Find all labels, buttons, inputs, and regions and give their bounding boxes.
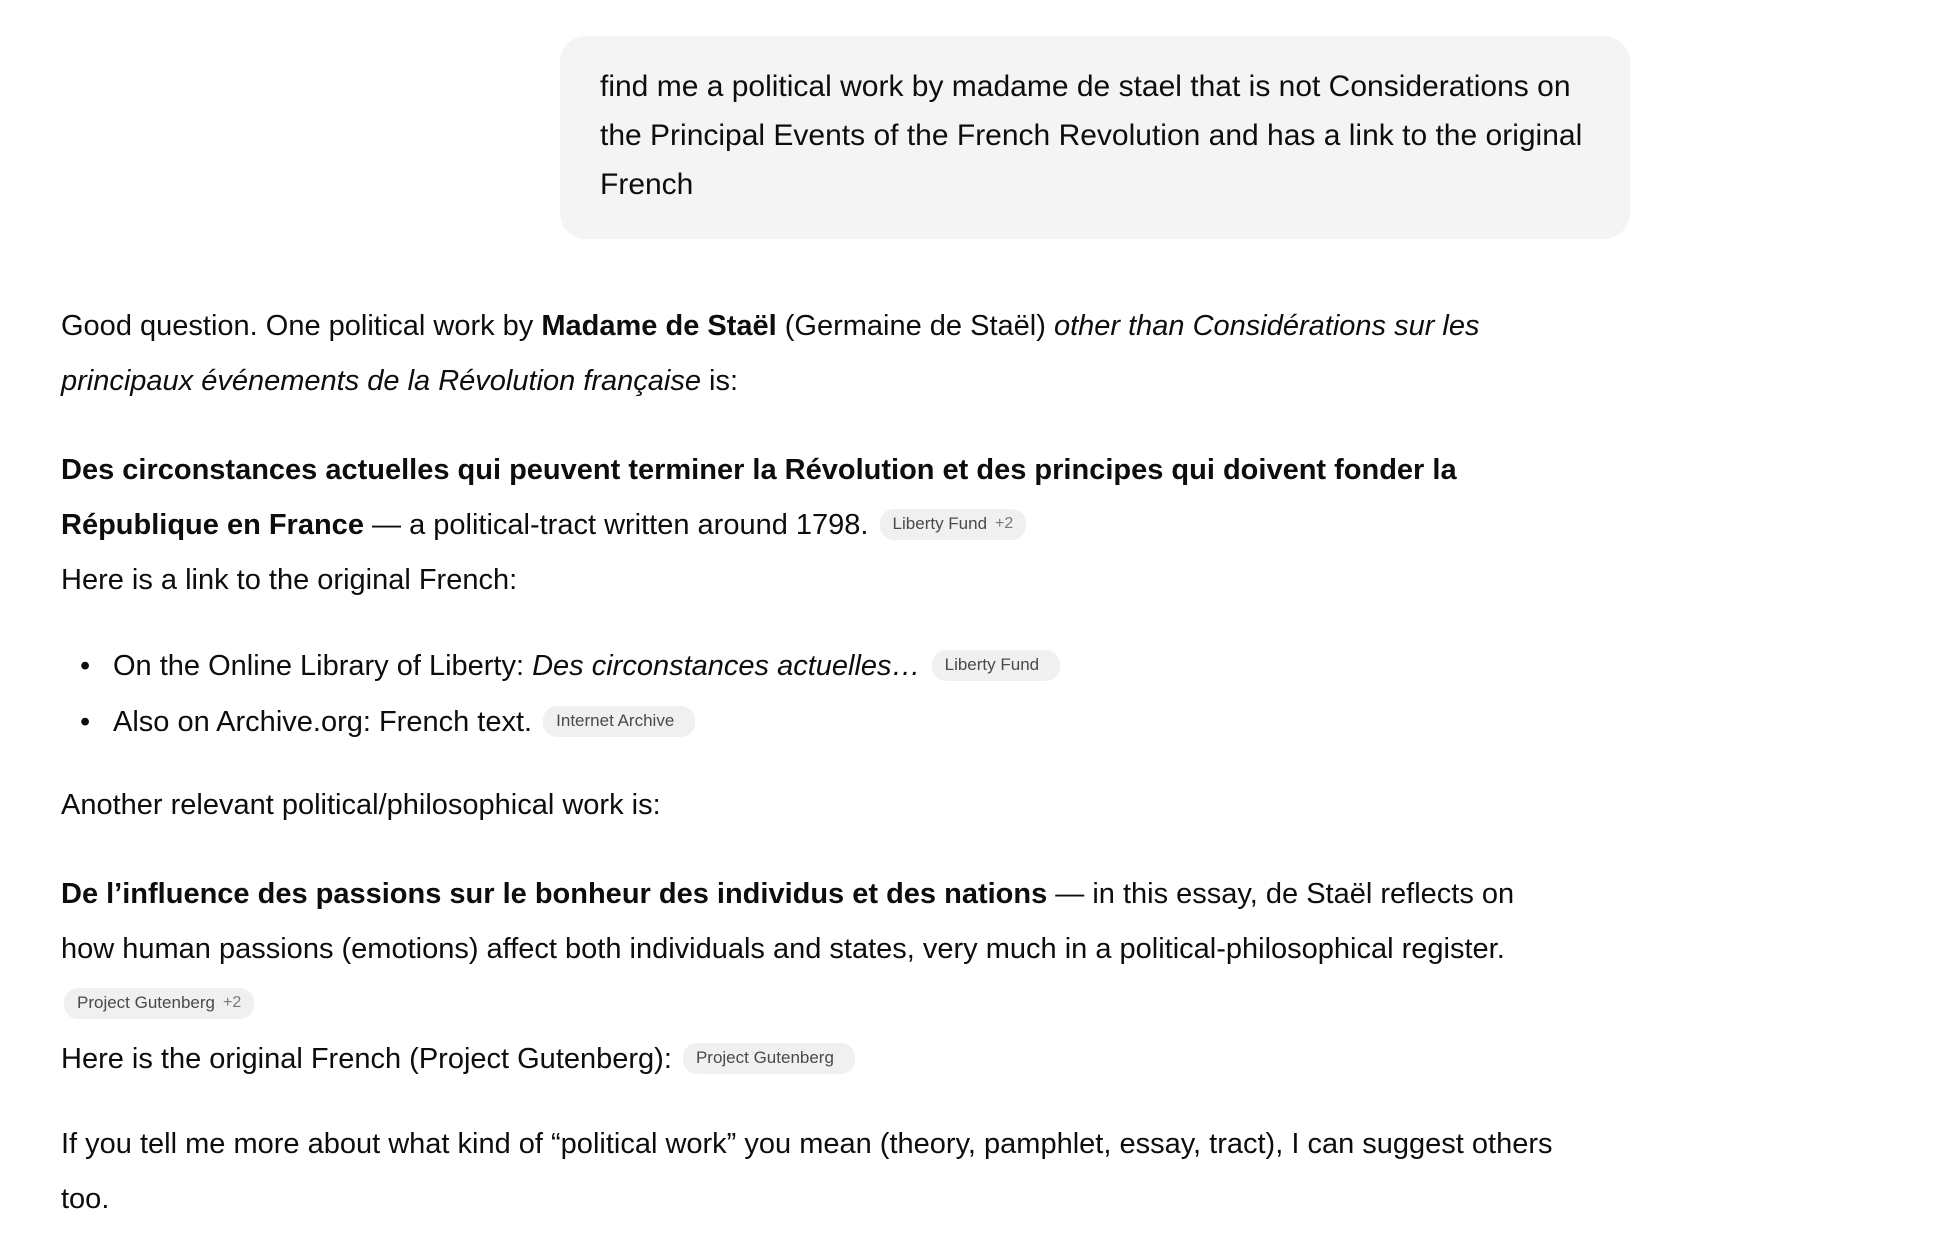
link-italic-title[interactable]: Des circonstances actuelles… bbox=[532, 650, 921, 682]
citation-chip-label: Liberty Fund bbox=[892, 514, 988, 533]
citation-chip-label: Liberty Fund bbox=[944, 655, 1040, 674]
intro-text-part-1: Good question. One political work by bbox=[61, 310, 542, 342]
work1-paragraph bbox=[61, 443, 1560, 553]
citation-chip-liberty-fund-1[interactable] bbox=[880, 509, 1027, 540]
list-item bbox=[113, 638, 1560, 694]
citation-chip-label: Internet Archive bbox=[556, 711, 675, 730]
link-prefix-text[interactable]: Also on Archive.org: French text. bbox=[113, 706, 533, 738]
assistant-message bbox=[0, 239, 1560, 1227]
work1-links-list bbox=[61, 638, 1560, 750]
user-message-row bbox=[0, 0, 1945, 239]
work2-title: De l’influence des passions sur le bonheur des individus et des nations bbox=[61, 878, 1048, 910]
citation-chip-liberty-fund-2[interactable] bbox=[932, 650, 1061, 681]
citation-chip-label: Project Gutenberg bbox=[77, 993, 215, 1012]
work2-paragraph bbox=[61, 867, 1560, 1032]
closing-paragraph: If you tell me more about what kind of “political work” you mean (theory, pamphlet, essay, tract), I can suggest others too. bbox=[61, 1128, 1553, 1215]
work2-link-intro-paragraph bbox=[61, 1032, 1560, 1087]
assistant-intro-paragraph bbox=[61, 299, 1560, 409]
link-prefix-text: On the Online Library of Liberty: bbox=[113, 650, 533, 682]
citation-chip-label: Project Gutenberg bbox=[695, 1048, 834, 1067]
work2-description: — in this essay, de Staël reflects on how human passions (emotions) affect both individuals and states, very much in a political-philosophical register. bbox=[61, 878, 1515, 965]
citation-chip-project-gutenberg-2[interactable] bbox=[683, 1043, 855, 1074]
intro-text-part-2: (Germaine de Staël) bbox=[776, 310, 1054, 342]
work1-description: — a political-tract written around 1798. bbox=[363, 509, 869, 541]
user-message-bubble: find me a political work by madame de stael that is not Considerations on the Principal Events of the French Revolution and has a link to the original French bbox=[560, 36, 1630, 239]
citation-chip-extra-count: +2 bbox=[222, 994, 242, 1011]
citation-chip-extra-count: +2 bbox=[995, 515, 1014, 532]
list-item bbox=[113, 694, 1560, 750]
author-name-bold: Madame de Staël bbox=[541, 310, 777, 342]
intro-text-part-3: is: bbox=[700, 365, 739, 397]
work1-title: Des circonstances actuelles qui peuvent terminer la Révolution et des principes qui doivent fonder la République en France bbox=[61, 454, 1457, 541]
citation-chip-internet-archive[interactable] bbox=[543, 706, 695, 737]
citation-chip-project-gutenberg-1[interactable] bbox=[64, 988, 254, 1019]
transition-paragraph: Another relevant political/philosophical work is: bbox=[61, 789, 661, 821]
excluded-work-title-italic: other than Considérations sur les principaux événements de la Révolution française bbox=[61, 310, 1480, 397]
work2-link-intro: Here is the original French (Project Gutenberg): bbox=[61, 1043, 672, 1075]
work1-link-intro: Here is a link to the original French: bbox=[61, 564, 518, 596]
